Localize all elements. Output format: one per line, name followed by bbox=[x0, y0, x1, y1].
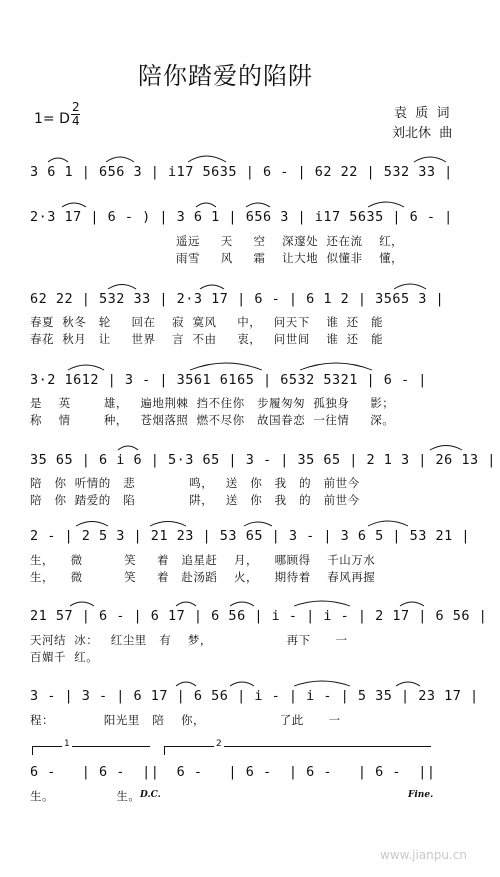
watermark: www.jianpu.cn bbox=[380, 848, 468, 862]
score-row-4-notes: 3·2 1612 | 3 - | 3561 6165 | 6532 5321 | 6 - | bbox=[30, 372, 427, 388]
score-row-3-lyric-2: 春花 秋月 让 世界 言 不由 衷， 问世间 谁 还 能 bbox=[30, 332, 384, 346]
fine-mark: Fine. bbox=[408, 790, 434, 800]
da-capo-mark: D.C. bbox=[140, 790, 161, 800]
score-row-3-notes: 62 22 | 532 33 | 2·3 17 | 6 - | 6 1 2 | 3565 3 | bbox=[30, 291, 445, 307]
score-row-5-notes: 35 65 | 6 i 6 | 5·3 65 | 3 - | 35 65 | 2 1 3 | 26 13 | bbox=[30, 452, 496, 468]
score-row-4-lyric-1: 是 英 雄， 遍地荆棘 挡不住你 步履匆匆 孤独身 影； bbox=[30, 396, 395, 410]
score-row-7-lyric-2: 百媚千 红。 bbox=[30, 650, 99, 664]
score-row-5-lyric-1: 陪 你 听情的 悲 鸣， 送 你 我 的 前世今 bbox=[30, 476, 360, 490]
score-row-6-lyric-2: 生， 微 笑 着 赴汤蹈 火， 期待着 春风再握 bbox=[30, 570, 376, 584]
score-row-3-lyric-1: 春夏 秋冬 轮 回在 寂 寞风 中， 问天下 谁 还 能 bbox=[30, 315, 384, 329]
score-row-6-lyric-1: 生， 微 笑 着 追星赶 月， 哪顾得 千山万水 bbox=[30, 553, 376, 567]
song-title: 陪你踏爱的陷阱 bbox=[138, 62, 313, 90]
score-row-1-notes: 3 6 1 | 656 3 | i17 5635 | 6 - | 62 22 | 532 33 | bbox=[30, 164, 453, 180]
score-row-7-notes: 21 57 | 6 - | 6 17 | 6 56 | i - | i - | 2 17 | 6 56 | bbox=[30, 608, 488, 624]
score-row-9-lyric-1: 生。 生。 bbox=[30, 789, 141, 803]
volta-number-2: 2 bbox=[216, 739, 222, 749]
score-row-2-notes: 2·3 17 | 6 - ) | 3 6 1 | 656 3 | i17 5635 | 6 - | bbox=[30, 209, 453, 225]
score-row-4-lyric-2: 称 情 种， 苍烟落照 燃不尽你 故国眷恋 一往情 深。 bbox=[30, 413, 395, 427]
score-row-5-lyric-2: 陪 你 踏爱的 陷 阱， 送 你 我 的 前世今 bbox=[30, 493, 360, 507]
composer-credit: 刘北休 曲 bbox=[392, 126, 453, 141]
time-signature-bottom: 4 bbox=[72, 114, 80, 128]
score-row-8-notes: 3 - | 3 - | 6 17 | 6 56 | i - | i - | 5 35 | 23 17 | bbox=[30, 688, 479, 704]
score-row-7-lyric-1: 天河结 冰： 红尘里 有 梦， 再下 一 bbox=[30, 633, 348, 647]
time-signature-top: 2 bbox=[72, 100, 80, 114]
score-row-6-notes: 2 - | 2 5 3 | 21 23 | 53 65 | 3 - | 3 6 5 | 53 21 | bbox=[30, 528, 471, 544]
score-row-2-lyric-1: 遥远 天 空 深邃处 还在流 红， bbox=[176, 234, 404, 248]
score-row-2-lyric-2: 雨雪 风 霜 让大地 似懂非 懂， bbox=[176, 251, 404, 265]
score-row-8-lyric-1: 程： 阳光里 陪 你， 了此 一 bbox=[30, 713, 341, 727]
score-row-9-notes: 6 - | 6 - || 6 - | 6 - | 6 - | 6 - || bbox=[30, 764, 436, 780]
key-signature: 1= D bbox=[34, 111, 70, 127]
lyricist-credit: 袁 质 词 bbox=[394, 106, 450, 121]
volta-number-1: 1 bbox=[64, 739, 70, 749]
